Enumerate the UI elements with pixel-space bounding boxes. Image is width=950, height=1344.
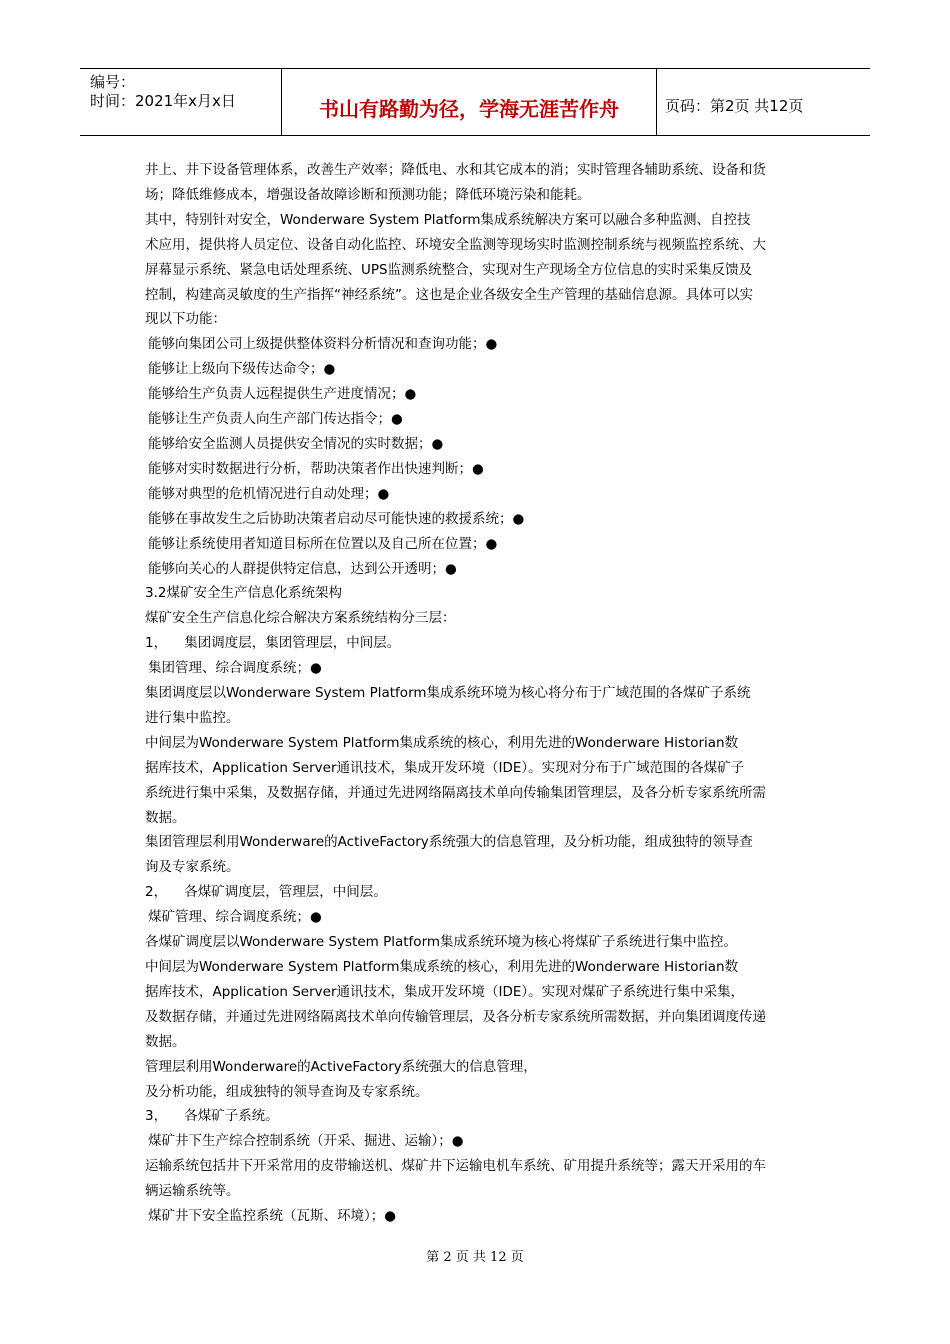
page-header [80, 68, 870, 136]
numbered-heading: 3， 各煤矿子系统。 [145, 1108, 279, 1125]
bullet-item: 煤矿井下安全监控系统（瓦斯、环境）；● [148, 1208, 397, 1225]
paragraph-line: 及数据存储，并通过先进网络隔离技术单向传输管理层，及各分析专家系统所需数据，并向集团调度传递 [145, 1008, 766, 1025]
document-date-label: 时间：2021年x月x日 [90, 92, 236, 110]
paragraph-line: 运输系统包括井下开采常用的皮带输送机、煤矿井下运输电机车系统、矿用提升系统等；露天开采用的车 [145, 1158, 766, 1175]
bullet-item: 能够向集团公司上级提供整体资料分析情况和查询功能；● [148, 336, 498, 353]
header-page-info: 页码：第2页 共12页 [665, 97, 804, 115]
paragraph-line: 进行集中监控。 [145, 709, 240, 726]
paragraph-line: 场；降低维修成本，增强设备故障诊断和预测功能；降低环境污染和能耗。 [145, 186, 591, 203]
paragraph-line: 集团管理层利用Wonderware的ActiveFactory系统强大的信息管理，及分析功能，组成独特的领导查 [145, 834, 753, 851]
paragraph-line: 各煤矿调度层以Wonderware System Platform集成系统环境为核心将煤矿子系统进行集中监控。 [145, 934, 738, 951]
bullet-item: 能够在事故发生之后协助决策者启动尽可能快速的救援系统；● [148, 510, 525, 527]
paragraph-line: 系统进行集中采集，及数据存储，并通过先进网络隔离技术单向传输集团管理层，及各分析专家系统所需 [145, 784, 766, 801]
document-number-label: 编号： [90, 73, 136, 91]
bullet-item: 能够让上级向下级传达命令；● [148, 361, 336, 378]
paragraph-line: 中间层为Wonderware System Platform集成系统的核心，利用先进的Wonderware Historian数 [145, 959, 739, 975]
paragraph-line: 中间层为Wonderware System Platform集成系统的核心，利用先进的Wonderware Historian数 [145, 734, 739, 751]
paragraph-line: 管理层利用Wonderware的ActiveFactory系统强大的信息管理， [145, 1058, 537, 1075]
paragraph-line: 数据。 [145, 809, 186, 826]
numbered-heading: 1， 集团调度层，集团管理层，中间层。 [145, 635, 401, 652]
bullet-item: 能够向关心的人群提供特定信息，达到公开透明；● [148, 560, 457, 577]
paragraph-line: 集团调度层以Wonderware System Platform集成系统环境为核心将分布于广域范围的各煤矿子系统 [145, 685, 751, 702]
paragraph-line: 煤矿安全生产信息化综合解决方案系统结构分三层： [145, 610, 456, 627]
bullet-item: 能够让生产负责人向生产部门传达指令；● [148, 411, 403, 428]
paragraph-line: 控制，构建高灵敏度的生产指挥“神经系统”。这也是企业各级安全生产管理的基础信息源。具体可以实 [145, 286, 753, 303]
paragraph-line: 术应用，提供将人员定位、设备自动化监控、环境安全监测等现场实时监测控制系统与视频监控系统、大 [145, 236, 766, 253]
paragraph-line: 询及专家系统。 [145, 859, 240, 876]
section-heading: 3.2煤矿安全生产信息化系统架构 [145, 585, 342, 602]
header-meta-cell [80, 69, 282, 135]
paragraph-line: 屏幕显示系统、紧急电话处理系统、UPS监测系统整合，实现对生产现场全方位信息的实时采集反馈及 [145, 261, 753, 278]
paragraph-line: 现以下功能： [145, 311, 226, 328]
header-motto: 书山有路勤为径，学海无涯苦作舟 [319, 97, 619, 121]
bullet-item: 能够给生产负责人远程提供生产进度情况；● [148, 386, 417, 403]
bullet-item: 能够让系统使用者知道目标所在位置以及自己所在位置；● [148, 535, 498, 552]
paragraph-line: 据库技术，Application Server通讯技术，集成开发环境（IDE）。实现对煤矿子系统进行集中采集， [145, 983, 745, 1000]
numbered-heading: 2， 各煤矿调度层，管理层，中间层。 [145, 884, 387, 901]
paragraph-line: 井上、井下设备管理体系，改善生产效率；降低电、水和其它成本的消；实时管理各辅助系统、设备和货 [145, 162, 766, 178]
page-footer: 第 2 页 共 12 页 [426, 1250, 524, 1265]
bullet-item: 煤矿井下生产综合控制系统（开采、掘进、运输）；● [148, 1133, 464, 1150]
header-page-cell [657, 69, 870, 135]
bullet-item: 集团管理、综合调度系统；● [148, 660, 322, 677]
bullet-item: 煤矿管理、综合调度系统；● [148, 909, 322, 926]
header-motto-cell [282, 69, 657, 135]
document-body [145, 158, 815, 1229]
paragraph-line: 其中，特别针对安全，Wonderware System Platform集成系统解决方案可以融合多种监测、自控技 [145, 211, 751, 228]
paragraph-line: 及分析功能，组成独特的领导查询及专家系统。 [145, 1083, 429, 1100]
bullet-item: 能够给安全监测人员提供安全情况的实时数据；● [148, 435, 444, 452]
paragraph-line: 辆运输系统等。 [145, 1183, 240, 1200]
paragraph-line: 数据。 [145, 1033, 186, 1050]
paragraph-line: 据库技术，Application Server通讯技术，集成开发环境（IDE）。实现对分布于广域范围的各煤矿子 [145, 759, 745, 776]
bullet-item: 能够对实时数据进行分析，帮助决策者作出快速判断；● [148, 460, 484, 477]
bullet-item: 能够对典型的危机情况进行自动处理；● [148, 485, 390, 502]
